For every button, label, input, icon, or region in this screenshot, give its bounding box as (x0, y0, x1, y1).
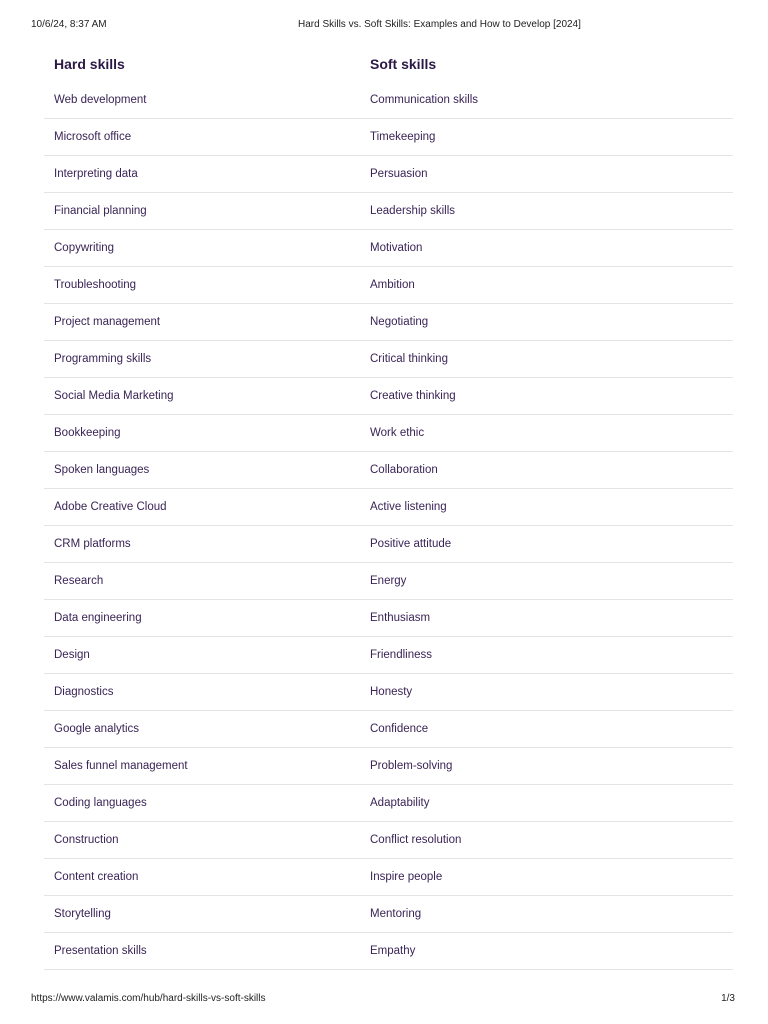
hard-skill-cell: Content creation (44, 859, 360, 896)
table-row (44, 378, 733, 415)
hard-skill-cell: Data engineering (44, 600, 360, 637)
page-title: Hard Skills vs. Soft Skills: Examples and How to Develop [2024] (298, 19, 581, 30)
table-row (44, 341, 733, 378)
hard-skill-cell: Sales funnel management (44, 748, 360, 785)
table-row (44, 933, 733, 970)
soft-skill-cell: Energy (360, 563, 733, 600)
print-datetime: 10/6/24, 8:37 AM (31, 19, 107, 30)
soft-skill-cell: Timekeeping (360, 119, 733, 156)
table-row (44, 267, 733, 304)
soft-skill-cell: Problem-solving (360, 748, 733, 785)
soft-skill-cell: Active listening (360, 489, 733, 526)
soft-skill-cell: Inspire people (360, 859, 733, 896)
hard-skill-cell: Spoken languages (44, 452, 360, 489)
skills-table (44, 45, 733, 970)
print-footer (31, 993, 737, 1007)
table-row (44, 896, 733, 933)
table-row (44, 415, 733, 452)
hard-skill-cell: Diagnostics (44, 674, 360, 711)
hard-skill-cell: Social Media Marketing (44, 378, 360, 415)
soft-skill-cell: Enthusiasm (360, 600, 733, 637)
table-row (44, 859, 733, 896)
hard-skill-cell: Financial planning (44, 193, 360, 230)
table-row (44, 82, 733, 119)
soft-skill-cell: Honesty (360, 674, 733, 711)
soft-skill-cell: Adaptability (360, 785, 733, 822)
soft-skill-cell: Empathy (360, 933, 733, 970)
soft-skill-cell: Collaboration (360, 452, 733, 489)
table-row (44, 785, 733, 822)
table-header-row (44, 45, 733, 82)
hard-skill-cell: Programming skills (44, 341, 360, 378)
hard-skill-cell: Storytelling (44, 896, 360, 933)
print-header (31, 19, 737, 33)
soft-skill-cell: Mentoring (360, 896, 733, 933)
table-row (44, 637, 733, 674)
table-row (44, 526, 733, 563)
table-row (44, 304, 733, 341)
soft-skill-cell: Negotiating (360, 304, 733, 341)
hard-skill-cell: Interpreting data (44, 156, 360, 193)
table-row (44, 563, 733, 600)
table-row (44, 600, 733, 637)
soft-skill-cell: Confidence (360, 711, 733, 748)
hard-skill-cell: Bookkeeping (44, 415, 360, 452)
soft-skill-cell: Work ethic (360, 415, 733, 452)
hard-skill-cell: Presentation skills (44, 933, 360, 970)
soft-skill-cell: Motivation (360, 230, 733, 267)
soft-skill-cell: Ambition (360, 267, 733, 304)
column-header-hard-skills: Hard skills (54, 55, 125, 72)
hard-skill-cell: Design (44, 637, 360, 674)
table-row (44, 748, 733, 785)
hard-skill-cell: Google analytics (44, 711, 360, 748)
hard-skill-cell: Microsoft office (44, 119, 360, 156)
page-url: https://www.valamis.com/hub/hard-skills-vs-soft-skills (31, 993, 266, 1004)
hard-skill-cell: Coding languages (44, 785, 360, 822)
table-row (44, 711, 733, 748)
table-row (44, 822, 733, 859)
table-row (44, 230, 733, 267)
soft-skill-cell: Communication skills (360, 82, 733, 119)
hard-skill-cell: Web development (44, 82, 360, 119)
soft-skill-cell: Leadership skills (360, 193, 733, 230)
table-row (44, 489, 733, 526)
soft-skill-cell: Conflict resolution (360, 822, 733, 859)
hard-skill-cell: Construction (44, 822, 360, 859)
hard-skill-cell: Copywriting (44, 230, 360, 267)
soft-skill-cell: Creative thinking (360, 378, 733, 415)
soft-skill-cell: Positive attitude (360, 526, 733, 563)
soft-skill-cell: Persuasion (360, 156, 733, 193)
table-row (44, 193, 733, 230)
hard-skill-cell: Adobe Creative Cloud (44, 489, 360, 526)
page-number: 1/3 (721, 993, 735, 1004)
soft-skill-cell: Critical thinking (360, 341, 733, 378)
table-row (44, 156, 733, 193)
table-row (44, 674, 733, 711)
hard-skill-cell: Troubleshooting (44, 267, 360, 304)
hard-skill-cell: Project management (44, 304, 360, 341)
hard-skill-cell: CRM platforms (44, 526, 360, 563)
table-row (44, 452, 733, 489)
table-row (44, 119, 733, 156)
hard-skill-cell: Research (44, 563, 360, 600)
column-header-soft-skills: Soft skills (370, 55, 437, 72)
soft-skill-cell: Friendliness (360, 637, 733, 674)
skills-table-body (44, 82, 733, 970)
